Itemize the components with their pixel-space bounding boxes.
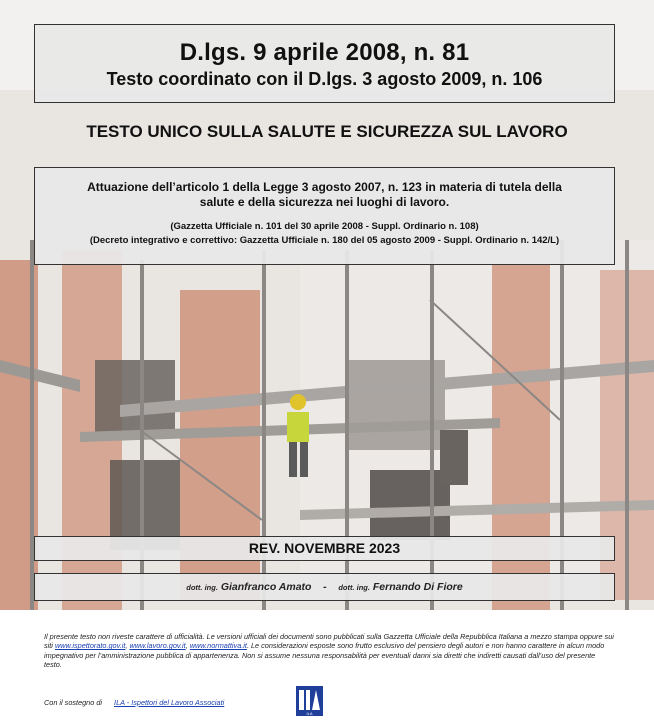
authors-line: [35, 574, 614, 601]
description-text: Attuazione dell’articolo 1 della Legge 3 agosto 2007, n. 123 in materia di tutela della salute e della sicurezza nei luoghi di lavoro.: [87, 180, 562, 209]
disclaimer-text: [44, 632, 614, 669]
disclaimer-separator-2: ,: [185, 641, 190, 651]
title-box: [34, 24, 615, 103]
main-heading: TESTO UNICO SULLA SALUTE E SICUREZZA SUL LAVORO: [86, 122, 568, 141]
author-1-name: Gianfranco Amato: [220, 581, 312, 593]
ila-logo-text: ILA: [306, 711, 313, 716]
author-2-name: Fernando Di Fiore: [372, 581, 463, 593]
authors-separator: -: [323, 581, 327, 593]
link-normattiva[interactable]: www.normattiva.it: [189, 641, 247, 651]
gazzetta-reference-2: (Decreto integrativo e correttivo: Gazzetta Ufficiale n. 180 del 05 agosto 2009 - Suppl. Ordinario n. 142/L): [89, 235, 560, 246]
authors-box: [34, 573, 615, 601]
link-lavoro[interactable]: www.lavoro.gov.it: [129, 641, 186, 651]
author-1-prefix: dott. ing.: [186, 583, 218, 592]
gazzetta-reference-1: (Gazzetta Ufficiale n. 101 del 30 aprile 2008 - Suppl. Ordinario n. 108): [170, 221, 479, 232]
disclaimer-separator-1: ,: [125, 641, 130, 651]
disclaimer-part-2: . Le considerazioni esposte sono frutto esclusivo del pensiero degli autori e non hanno carattere in alcun modo impegnativo per l’amministrazione pubblica di appartenenza. Non si assume nessuna responsabilità per eventuali danni sia diretti che indiretti causati dall’uso del presente testo.: [44, 641, 605, 669]
author-2-prefix: dott. ing.: [338, 583, 370, 592]
support-line: [44, 698, 224, 707]
ila-logo: [296, 686, 323, 716]
link-ila[interactable]: ILA - Ispettori del Lavoro Associati: [114, 698, 225, 707]
description-box: [34, 167, 615, 265]
revision-box: [34, 536, 615, 561]
revision-label: REV. NOVEMBRE 2023: [248, 540, 401, 556]
document-subtitle: Testo coordinato con il D.lgs. 3 agosto 2009, n. 106: [106, 69, 543, 89]
disclaimer-part-1: Il presente testo non riveste carattere di ufficialità. Le versioni ufficiali dei documenti sono pubblicati sulla Gazzetta Ufficiale della Repubblica Italiana a mezzo stampa oppure sui siti: [44, 632, 614, 651]
link-ispettorato[interactable]: www.ispettorato.gov.it: [54, 641, 126, 651]
support-label: Con il sostegno di: [44, 698, 103, 707]
document-title: D.lgs. 9 aprile 2008, n. 81: [179, 39, 470, 66]
